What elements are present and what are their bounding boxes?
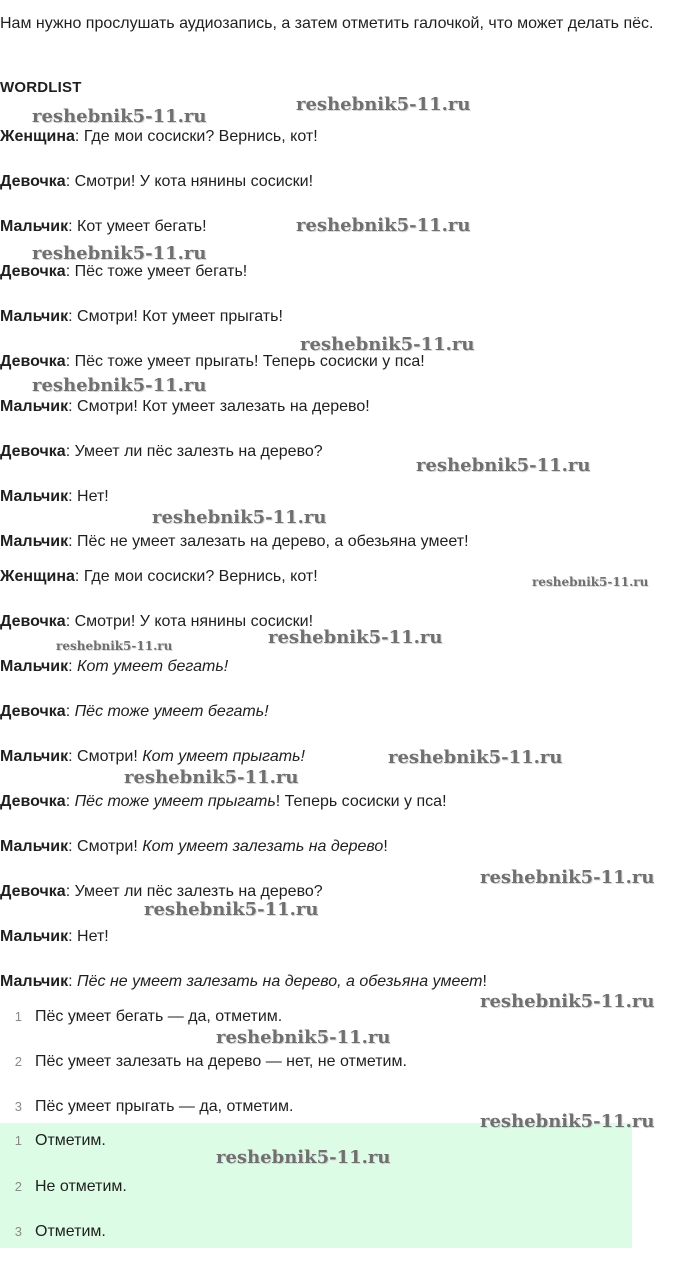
line-text: : Где мои сосиски? Вернись, кот!	[74, 568, 318, 585]
watermark: reshebnik5-11.ru	[416, 455, 591, 476]
line-text: :	[65, 793, 75, 810]
dialogue-line	[0, 567, 318, 587]
line-text: : Кот умеет бегать!	[68, 218, 207, 235]
watermark: reshebnik5-11.ru	[124, 767, 299, 788]
line-text: ! Теперь сосиски у пса!	[275, 793, 447, 810]
dialogue-line	[0, 792, 447, 812]
answer-item	[0, 1222, 106, 1242]
watermark: reshebnik5-11.ru	[532, 575, 649, 589]
line-text-italic: Кот умеет бегать!	[77, 658, 229, 675]
speaker: Мальчик	[0, 398, 69, 415]
speaker: Мальчик	[0, 218, 69, 235]
line-text: :	[65, 703, 75, 720]
dialogue-line	[0, 747, 305, 767]
line-text-italic: Кот умеет прыгать!	[142, 748, 305, 765]
speaker: Мальчик	[0, 658, 69, 675]
watermark: reshebnik5-11.ru	[32, 243, 207, 264]
line-text-italic: Пёс тоже умеет прыгать	[74, 793, 276, 810]
line-text: !	[383, 838, 388, 855]
dialogue-line	[0, 217, 207, 237]
speaker: Девочка	[0, 703, 66, 720]
line-text: : Умеет ли пёс залезть на дерево?	[65, 443, 323, 460]
line-text: !	[482, 973, 487, 990]
speaker: Девочка	[0, 613, 66, 630]
answer-number: 2	[14, 1179, 22, 1194]
watermark: reshebnik5-11.ru	[32, 106, 207, 127]
speaker: Мальчик	[0, 533, 69, 550]
list-item	[0, 1007, 282, 1027]
dialogue-line	[0, 532, 469, 552]
dialogue-line	[0, 612, 313, 632]
answer-item	[0, 1131, 106, 1151]
line-text: : Смотри! У кота нянины сосиски!	[65, 613, 314, 630]
list-number: 1	[14, 1009, 22, 1024]
list-text: Пёс умеет бегать — да, отметим.	[35, 1008, 283, 1025]
speaker: Девочка	[0, 443, 66, 460]
list-number: 2	[14, 1054, 22, 1069]
answer-number: 1	[14, 1133, 22, 1148]
speaker: Мальчик	[0, 488, 69, 505]
watermark: reshebnik5-11.ru	[480, 867, 655, 888]
list-number: 3	[14, 1099, 22, 1114]
watermark: reshebnik5-11.ru	[152, 507, 327, 528]
dialogue-line	[0, 442, 323, 462]
line-text: : Смотри!	[68, 838, 143, 855]
answer-item	[0, 1177, 127, 1197]
line-text-italic: Кот умеет залезать на дерево	[142, 838, 384, 855]
speaker: Девочка	[0, 263, 66, 280]
intro-text: Нам нужно прослушать аудиозапись, а затем отметить галочкой, что может делать пёс.	[0, 15, 654, 32]
dialogue-line	[0, 702, 269, 722]
dialogue-line	[0, 397, 370, 417]
speaker: Мальчик	[0, 928, 69, 945]
line-text-italic: Пёс тоже умеет бегать!	[74, 703, 269, 720]
speaker: Мальчик	[0, 308, 69, 325]
watermark: reshebnik5-11.ru	[296, 215, 471, 236]
speaker: Девочка	[0, 793, 66, 810]
dialogue-line	[0, 127, 318, 147]
dialogue-line	[0, 307, 283, 327]
answer-text: Отметим.	[35, 1132, 106, 1149]
watermark: reshebnik5-11.ru	[480, 991, 655, 1012]
line-text-italic: Пёс не умеет залезать на дерево, а обезьяна умеет	[77, 973, 483, 990]
dialogue-line	[0, 657, 228, 677]
line-text: : Где мои сосиски? Вернись, кот!	[74, 128, 318, 145]
line-text: : Умеет ли пёс залезть на дерево?	[65, 883, 323, 900]
speaker: Девочка	[0, 883, 66, 900]
line-text: : Пёс тоже умеет прыгать! Теперь сосиски у пса!	[65, 353, 425, 370]
dialogue-line	[0, 172, 313, 192]
speaker: Женщина	[0, 568, 75, 585]
watermark: reshebnik5-11.ru	[296, 94, 471, 115]
line-text: : Смотри!	[68, 748, 143, 765]
watermark: reshebnik5-11.ru	[388, 747, 563, 768]
watermark: reshebnik5-11.ru	[32, 375, 207, 396]
dialogue-line	[0, 837, 388, 857]
list-item	[0, 1097, 293, 1117]
speaker: Мальчик	[0, 748, 69, 765]
list-text: Пёс умеет прыгать — да, отметим.	[35, 1098, 294, 1115]
line-text: : Нет!	[68, 488, 109, 505]
line-text: : Смотри! Кот умеет прыгать!	[68, 308, 283, 325]
dialogue-line	[0, 487, 109, 507]
list-text: Пёс умеет залезать на дерево — нет, не отметим.	[35, 1053, 407, 1070]
speaker: Мальчик	[0, 838, 69, 855]
speaker: Девочка	[0, 353, 66, 370]
line-text: : Пёс не умеет залезать на дерево, а обезьяна умеет!	[68, 533, 469, 550]
watermark: reshebnik5-11.ru	[300, 334, 475, 355]
watermark: reshebnik5-11.ru	[144, 899, 319, 920]
line-text: :	[68, 658, 78, 675]
line-text: : Нет!	[68, 928, 109, 945]
watermark: reshebnik5-11.ru	[268, 627, 443, 648]
speaker: Мальчик	[0, 973, 69, 990]
dialogue-line	[0, 927, 109, 947]
dialogue-line	[0, 972, 487, 992]
line-text: : Пёс тоже умеет бегать!	[65, 263, 248, 280]
watermark: reshebnik5-11.ru	[56, 639, 173, 653]
answer-text: Отметим.	[35, 1223, 106, 1240]
line-text: : Смотри! Кот умеет залезать на дерево!	[68, 398, 370, 415]
answer-number: 3	[14, 1224, 22, 1239]
dialogue-line	[0, 352, 425, 372]
dialogue-line	[0, 262, 247, 282]
line-text: :	[68, 973, 78, 990]
watermark: reshebnik5-11.ru	[216, 1147, 391, 1168]
watermark: reshebnik5-11.ru	[480, 1111, 655, 1132]
wordlist-heading: WORDLIST	[0, 79, 82, 96]
list-item	[0, 1052, 407, 1072]
speaker: Девочка	[0, 173, 66, 190]
answer-text: Не отметим.	[35, 1178, 127, 1195]
watermark: reshebnik5-11.ru	[216, 1027, 391, 1048]
speaker: Женщина	[0, 128, 75, 145]
line-text: : Смотри! У кота нянины сосиски!	[65, 173, 314, 190]
